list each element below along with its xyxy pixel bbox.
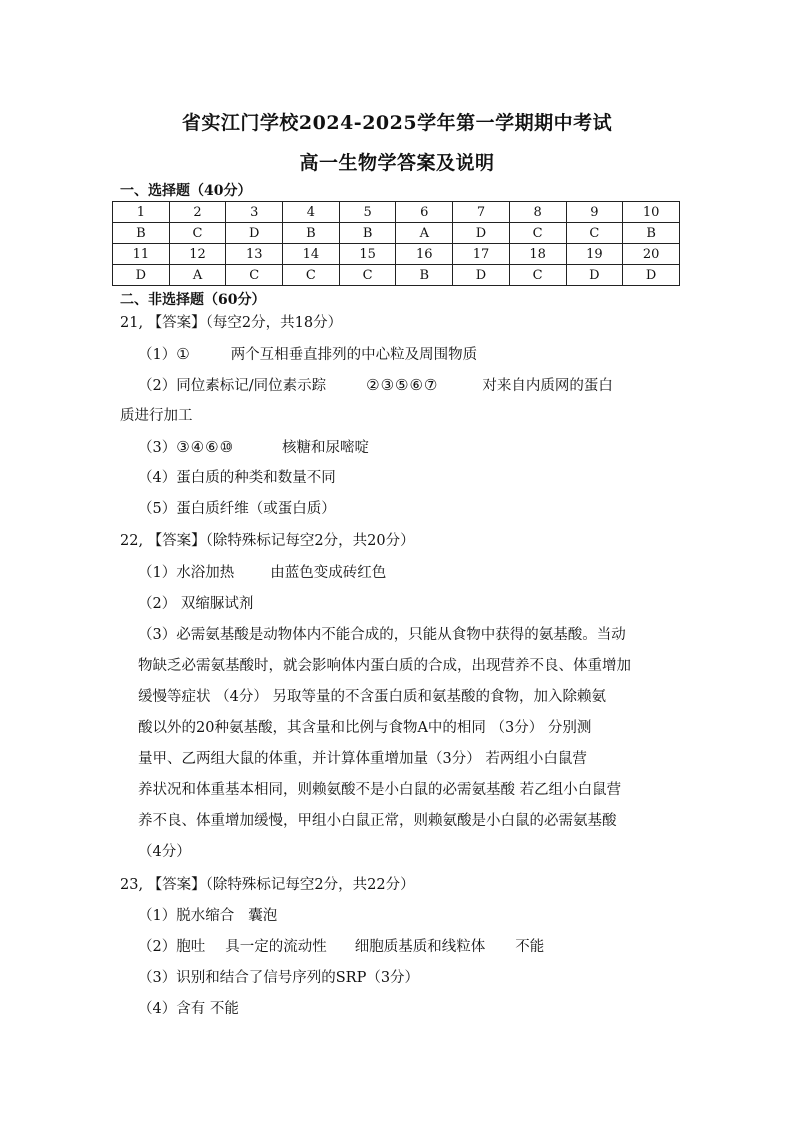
table-cell: 2: [169, 202, 226, 223]
table-cell: B: [283, 223, 340, 244]
table-cell: C: [169, 223, 226, 244]
q21-a3-circled: ③④⑥⑩: [176, 438, 235, 456]
table-cell: C: [339, 265, 396, 286]
q23-answer-1: （1）脱水缩合 囊泡: [138, 908, 278, 924]
table-row-answers: [113, 223, 680, 244]
table-cell: C: [509, 265, 566, 286]
q23-heading: 23, 【答案】（除特殊标记每空2分，共22分）: [120, 877, 415, 893]
q23-answer-2: （2）胞吐 具一定的流动性 细胞质基质和线粒体 不能: [138, 939, 545, 955]
table-cell: 4: [283, 202, 340, 223]
q22-answer-3-l3: 缓慢等症状 （4分） 另取等量的不含蛋白质和氨基酸的食物，加入除赖氨: [138, 689, 606, 705]
table-cell: 11: [113, 244, 170, 265]
table-row-numbers: [113, 244, 680, 265]
table-cell: C: [566, 223, 623, 244]
table-cell: D: [566, 265, 623, 286]
table-cell: 20: [623, 244, 680, 265]
table-cell: 9: [566, 202, 623, 223]
q22-answer-3-l7: 养不良、体重增加缓慢，甲组小白鼠正常，则赖氨酸是小白鼠的必需氨基酸: [138, 813, 617, 829]
table-cell: B: [113, 223, 170, 244]
table-cell: A: [169, 265, 226, 286]
q22-answer-3-l1: （3）必需氨基酸是动物体内不能合成的，只能从食物中获得的氨基酸。当动: [138, 627, 626, 643]
page-title: 省实江门学校2024-2025学年第一学期期中考试: [181, 112, 613, 134]
table-cell: B: [339, 223, 396, 244]
q22-answer-3-l8: （4分）: [138, 844, 191, 860]
q21-heading: 21, 【答案】（每空2分，共18分）: [120, 315, 343, 331]
table-cell: C: [283, 265, 340, 286]
q21-answer-2-cont: 质进行加工: [120, 408, 193, 424]
q22-answer-3-l2: 物缺乏必需氨基酸时，就会影响体内蛋白质的合成，出现营养不良、体重增加: [138, 658, 631, 674]
q22-answer-1: （1）水浴加热 由蓝色变成砖红色: [138, 565, 387, 581]
page-subtitle: 高一生物学答案及说明: [299, 152, 495, 174]
q22-heading: 22, 【答案】（除特殊标记每空2分，共20分）: [120, 533, 415, 549]
q21-answer-4: （4）蛋白质的种类和数量不同: [138, 470, 336, 486]
table-cell: D: [453, 223, 510, 244]
table-cell: 16: [396, 244, 453, 265]
table-row-numbers: [113, 202, 680, 223]
table-cell: C: [226, 265, 283, 286]
table-cell: 5: [339, 202, 396, 223]
table-cell: D: [623, 265, 680, 286]
q22-answer-2: （2） 双缩脲试剂: [138, 596, 254, 612]
choice-answer-table: [112, 201, 680, 286]
q22-answer-3-l5: 量甲、乙两组大鼠的体重，并计算体重增加量（3分） 若两组小白鼠营: [138, 751, 587, 767]
q21-a2-circled: ②③⑤⑥⑦: [366, 376, 439, 394]
table-cell: 14: [283, 244, 340, 265]
q21-answer-1: （1）① 两个互相垂直排列的中心粒及周围物质: [138, 345, 478, 363]
table-cell: 8: [509, 202, 566, 223]
table-cell: 10: [623, 202, 680, 223]
table-cell: A: [396, 223, 453, 244]
table-cell: 17: [453, 244, 510, 265]
q23-answer-4: （4）含有 不能: [138, 1001, 239, 1017]
table-cell: 7: [453, 202, 510, 223]
table-cell: D: [226, 223, 283, 244]
table-cell: 15: [339, 244, 396, 265]
q22-answer-3-l4: 酸以外的20种氨基酸，其含量和比例与食物A中的相同 （3分） 分别测: [138, 720, 592, 736]
table-cell: 1: [113, 202, 170, 223]
table-cell: 12: [169, 244, 226, 265]
section-heading-choice: 一、选择题（40分）: [120, 183, 252, 199]
table-cell: B: [396, 265, 453, 286]
table-cell: 13: [226, 244, 283, 265]
table-cell: 19: [566, 244, 623, 265]
table-cell: B: [623, 223, 680, 244]
table-cell: C: [509, 223, 566, 244]
table-row-answers: [113, 265, 680, 286]
q21-answer-2: （2）同位素标记/同位素示踪 ②③⑤⑥⑦ 对来自内质网的蛋白: [138, 376, 613, 394]
table-cell: 18: [509, 244, 566, 265]
q22-answer-3-l6: 养状况和体重基本相同，则赖氨酸不是小白鼠的必需氨基酸 若乙组小白鼠营: [138, 782, 622, 798]
q21-answer-3: （3）③④⑥⑩ 核糖和尿嘧啶: [138, 438, 370, 456]
table-cell: 6: [396, 202, 453, 223]
table-cell: D: [453, 265, 510, 286]
q21-a1-circled: ①: [176, 345, 191, 363]
table-cell: D: [113, 265, 170, 286]
section-heading-nonchoice: 二、非选择题（60分）: [120, 292, 266, 308]
table-cell: 3: [226, 202, 283, 223]
q23-answer-3: （3）识别和结合了信号序列的SRP（3分）: [138, 970, 420, 986]
q21-answer-5: （5）蛋白质纤维（或蛋白质）: [138, 501, 336, 517]
